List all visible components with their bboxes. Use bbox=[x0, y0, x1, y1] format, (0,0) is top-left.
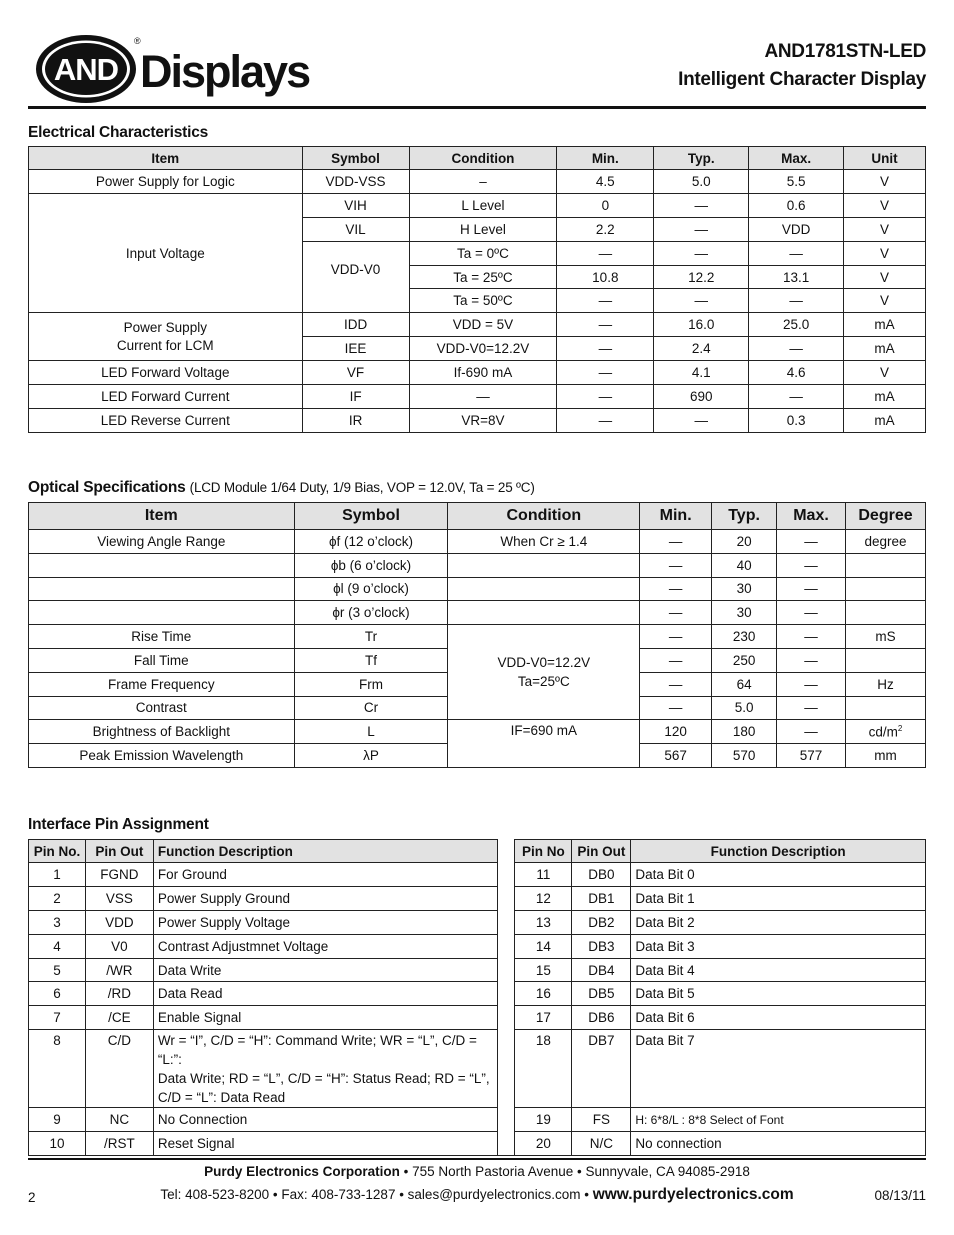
cell-item: Input Voltage bbox=[29, 193, 303, 312]
header-cell: Pin Out bbox=[572, 840, 631, 863]
column-gap bbox=[498, 840, 515, 863]
cell-min: — bbox=[640, 601, 712, 625]
pin-desc bbox=[153, 1030, 498, 1108]
column-gap bbox=[498, 982, 515, 1006]
cell-typ: 250 bbox=[712, 648, 777, 672]
cell-symbol: VIH bbox=[302, 193, 409, 217]
cell-item: LED Forward Voltage bbox=[29, 361, 303, 385]
footer-contact-line bbox=[0, 1186, 954, 1204]
cell-min: — bbox=[557, 361, 654, 385]
footer-rule bbox=[28, 1158, 926, 1160]
unit-superscript: 2 bbox=[897, 724, 903, 734]
cell-symbol: IDD bbox=[302, 313, 409, 337]
cell-condition: Ta = 25ºC bbox=[409, 265, 557, 289]
table-row bbox=[29, 577, 926, 601]
cell-symbol: IEE bbox=[302, 337, 409, 361]
table-header-row bbox=[29, 840, 926, 863]
cell-item bbox=[29, 313, 303, 361]
column-gap bbox=[498, 1132, 515, 1156]
pin-no: 11 bbox=[515, 863, 572, 887]
cell-typ: 5.0 bbox=[654, 170, 749, 194]
cell-typ: 12.2 bbox=[654, 265, 749, 289]
cell-min: — bbox=[557, 408, 654, 432]
condition-line: VDD-V0=12.2V bbox=[497, 655, 591, 671]
unit-text: cd/m bbox=[868, 724, 898, 740]
header-cell: Pin No. bbox=[29, 840, 86, 863]
pin-out: /WR bbox=[85, 958, 153, 982]
pin-desc: For Ground bbox=[153, 863, 498, 887]
header-cell: Pin No bbox=[515, 840, 572, 863]
cell-condition bbox=[448, 625, 640, 720]
optical-subtitle: (LCD Module 1/64 Duty, 1/9 Bias, VOP = 12.0V, Ta = 25 ºC) bbox=[189, 480, 535, 495]
cell-min: 2.2 bbox=[557, 217, 654, 241]
pin-desc: Power Supply Voltage bbox=[153, 910, 498, 934]
cell-max: — bbox=[777, 601, 846, 625]
svg-text:®: ® bbox=[134, 36, 141, 46]
pin-desc: Data Bit 6 bbox=[631, 1006, 926, 1030]
pin-no: 16 bbox=[515, 982, 572, 1006]
product-name: Intelligent Character Display bbox=[678, 69, 926, 90]
header-rule bbox=[28, 106, 926, 109]
pin-out: DB4 bbox=[572, 958, 631, 982]
pin-desc-line: C/D = “L”: Data Read bbox=[157, 1090, 286, 1106]
optical-title-block bbox=[28, 479, 535, 497]
cell-symbol: ϕl (9 o’clock) bbox=[294, 577, 448, 601]
cell-max: — bbox=[749, 385, 844, 409]
cell-unit: V bbox=[844, 361, 926, 385]
cell-condition: — bbox=[409, 385, 557, 409]
pin-no: 15 bbox=[515, 958, 572, 982]
cell-item: Brightness of Backlight bbox=[29, 720, 295, 744]
pin-out: NC bbox=[85, 1108, 153, 1132]
cell-unit: mA bbox=[844, 313, 926, 337]
header-cell: Item bbox=[29, 503, 295, 530]
pin-no: 12 bbox=[515, 886, 572, 910]
table-row bbox=[29, 553, 926, 577]
cell-min: — bbox=[557, 385, 654, 409]
table-row bbox=[29, 886, 926, 910]
cell-condition: VDD-V0=12.2V bbox=[409, 337, 557, 361]
pin-desc: Contrast Adjustmnet Voltage bbox=[153, 934, 498, 958]
pin-no: 18 bbox=[515, 1030, 572, 1108]
table-header-row bbox=[29, 503, 926, 530]
cell-max: — bbox=[777, 553, 846, 577]
cell-unit: mA bbox=[844, 408, 926, 432]
pin-out: /RD bbox=[85, 982, 153, 1006]
logo-badge-text: AND bbox=[53, 52, 119, 87]
header-cell: Min. bbox=[557, 147, 654, 170]
cell-min: — bbox=[640, 577, 712, 601]
cell-symbol: VIL bbox=[302, 217, 409, 241]
cell-unit: V bbox=[844, 170, 926, 194]
pin-no: 13 bbox=[515, 910, 572, 934]
header-cell: Condition bbox=[409, 147, 557, 170]
brand-logo bbox=[34, 32, 334, 106]
cell-typ: 690 bbox=[654, 385, 749, 409]
table-row bbox=[29, 193, 926, 217]
pin-out: DB3 bbox=[572, 934, 631, 958]
pin-no: 10 bbox=[29, 1132, 86, 1156]
table-row bbox=[29, 408, 926, 432]
cell-symbol: VDD-VSS bbox=[302, 170, 409, 194]
cell-item-line: Power Supply bbox=[123, 319, 207, 335]
column-gap bbox=[498, 886, 515, 910]
cell-item: Contrast bbox=[29, 696, 295, 720]
cell-item bbox=[29, 601, 295, 625]
table-row bbox=[29, 530, 926, 554]
electrical-title: Electrical Characteristics bbox=[28, 124, 209, 141]
cell-item bbox=[29, 577, 295, 601]
cell-unit: mm bbox=[845, 744, 925, 768]
cell-condition: Ta = 50ºC bbox=[409, 289, 557, 313]
cell-max: — bbox=[777, 577, 846, 601]
company-name: Purdy Electronics Corporation bbox=[204, 1164, 400, 1179]
table-row bbox=[29, 601, 926, 625]
cell-typ: 570 bbox=[712, 744, 777, 768]
condition-line: Ta=25ºC bbox=[517, 674, 570, 690]
table-row bbox=[29, 982, 926, 1006]
table-row bbox=[29, 863, 926, 887]
cell-item: Viewing Angle Range bbox=[29, 530, 295, 554]
cell-symbol: Cr bbox=[294, 696, 448, 720]
pin-no: 4 bbox=[29, 934, 86, 958]
pin-no: 5 bbox=[29, 958, 86, 982]
pin-out: C/D bbox=[85, 1030, 153, 1108]
cell-min: 567 bbox=[640, 744, 712, 768]
table-row bbox=[29, 910, 926, 934]
cell-symbol: VF bbox=[302, 361, 409, 385]
table-row bbox=[29, 625, 926, 649]
pin-out: DB0 bbox=[572, 863, 631, 887]
pin-desc-line: Data Write; RD = “L”, C/D = “H”: Status Read; RD = “L”, bbox=[157, 1071, 490, 1087]
cell-typ: 20 bbox=[712, 530, 777, 554]
table-row bbox=[29, 361, 926, 385]
header-cell: Degree bbox=[845, 503, 925, 530]
table-row bbox=[29, 720, 926, 744]
cell-condition: Ta = 0ºC bbox=[409, 241, 557, 265]
table-row bbox=[29, 1006, 926, 1030]
header-cell: Function Description bbox=[631, 840, 926, 863]
cell-symbol: λP bbox=[294, 744, 448, 768]
cell-max: 5.5 bbox=[749, 170, 844, 194]
optical-table bbox=[28, 502, 926, 768]
cell-unit bbox=[845, 648, 925, 672]
cell-item bbox=[29, 553, 295, 577]
cell-condition bbox=[448, 601, 640, 625]
cell-symbol: Frm bbox=[294, 672, 448, 696]
pin-out: VSS bbox=[85, 886, 153, 910]
footer-address-line bbox=[0, 1164, 954, 1179]
cell-condition: IF=690 mA bbox=[448, 720, 640, 768]
pin-out: /RST bbox=[85, 1132, 153, 1156]
cell-min: — bbox=[640, 648, 712, 672]
pin-desc-line: Wr = “I”, C/D = “H”: Command Write; WR = “L”, C/D = “L:”: bbox=[157, 1033, 477, 1068]
pin-desc: Enable Signal bbox=[153, 1006, 498, 1030]
cell-min: — bbox=[640, 553, 712, 577]
table-row bbox=[29, 170, 926, 194]
cell-min: 120 bbox=[640, 720, 712, 744]
pin-out: DB1 bbox=[572, 886, 631, 910]
cell-typ: — bbox=[654, 289, 749, 313]
cell-unit: degree bbox=[845, 530, 925, 554]
cell-symbol: ϕb (6 o’clock) bbox=[294, 553, 448, 577]
website-link[interactable]: www.purdyelectronics.com bbox=[592, 1186, 794, 1203]
pin-out: FGND bbox=[85, 863, 153, 887]
pin-desc: No Connection bbox=[153, 1108, 498, 1132]
document-header bbox=[678, 38, 926, 94]
pin-out: V0 bbox=[85, 934, 153, 958]
cell-typ: 180 bbox=[712, 720, 777, 744]
cell-unit: V bbox=[844, 289, 926, 313]
cell-item: Peak Emission Wavelength bbox=[29, 744, 295, 768]
cell-max: 577 bbox=[777, 744, 846, 768]
cell-condition: H Level bbox=[409, 217, 557, 241]
cell-symbol: ϕr (3 o’clock) bbox=[294, 601, 448, 625]
header-cell: Pin Out bbox=[85, 840, 153, 863]
cell-min: 4.5 bbox=[557, 170, 654, 194]
cell-item: Frame Frequency bbox=[29, 672, 295, 696]
pin-desc: Reset Signal bbox=[153, 1132, 498, 1156]
table-row bbox=[29, 313, 926, 337]
electrical-table bbox=[28, 146, 926, 433]
cell-max: — bbox=[777, 672, 846, 696]
cell-typ: — bbox=[654, 241, 749, 265]
header-cell: Function Description bbox=[153, 840, 498, 863]
pin-desc: Data Bit 4 bbox=[631, 958, 926, 982]
cell-unit bbox=[845, 720, 925, 744]
pins-table bbox=[28, 839, 926, 1156]
cell-unit: V bbox=[844, 241, 926, 265]
cell-min: 0 bbox=[557, 193, 654, 217]
cell-typ: 2.4 bbox=[654, 337, 749, 361]
table-row bbox=[29, 385, 926, 409]
cell-max: 0.3 bbox=[749, 408, 844, 432]
pin-no: 14 bbox=[515, 934, 572, 958]
table-row bbox=[29, 1030, 926, 1108]
cell-max: 25.0 bbox=[749, 313, 844, 337]
cell-typ: 64 bbox=[712, 672, 777, 696]
cell-max: — bbox=[777, 625, 846, 649]
cell-symbol: VDD-V0 bbox=[302, 241, 409, 313]
cell-typ: — bbox=[654, 408, 749, 432]
logo-word: Displays bbox=[140, 46, 310, 97]
cell-unit: mA bbox=[844, 385, 926, 409]
cell-max: — bbox=[749, 337, 844, 361]
header-cell: Max. bbox=[777, 503, 846, 530]
pin-no: 9 bbox=[29, 1108, 86, 1132]
pins-title: Interface Pin Assignment bbox=[28, 816, 209, 833]
pin-out: DB6 bbox=[572, 1006, 631, 1030]
pin-no: 7 bbox=[29, 1006, 86, 1030]
cell-condition: When Cr ≥ 1.4 bbox=[448, 530, 640, 554]
header-cell: Item bbox=[29, 147, 303, 170]
header-cell: Typ. bbox=[654, 147, 749, 170]
cell-max: 4.6 bbox=[749, 361, 844, 385]
cell-typ: 5.0 bbox=[712, 696, 777, 720]
column-gap bbox=[498, 1030, 515, 1108]
pin-out: DB2 bbox=[572, 910, 631, 934]
cell-max: — bbox=[749, 289, 844, 313]
pin-out: /CE bbox=[85, 1006, 153, 1030]
column-gap bbox=[498, 863, 515, 887]
pin-desc: No connection bbox=[631, 1132, 926, 1156]
pin-no: 20 bbox=[515, 1132, 572, 1156]
table-row bbox=[29, 934, 926, 958]
pin-no: 1 bbox=[29, 863, 86, 887]
table-row bbox=[29, 1108, 926, 1132]
column-gap bbox=[498, 958, 515, 982]
column-gap bbox=[498, 1006, 515, 1030]
cell-typ: — bbox=[654, 217, 749, 241]
pin-no: 17 bbox=[515, 1006, 572, 1030]
page-number: 2 bbox=[28, 1190, 36, 1205]
cell-max: — bbox=[777, 648, 846, 672]
pin-desc: Data Read bbox=[153, 982, 498, 1006]
cell-condition: VR=8V bbox=[409, 408, 557, 432]
cell-typ: — bbox=[654, 193, 749, 217]
pin-no: 3 bbox=[29, 910, 86, 934]
cell-max: VDD bbox=[749, 217, 844, 241]
cell-condition bbox=[448, 553, 640, 577]
cell-typ: 16.0 bbox=[654, 313, 749, 337]
model-number: AND1781STN-LED bbox=[764, 41, 926, 62]
pin-no: 2 bbox=[29, 886, 86, 910]
pin-no: 8 bbox=[29, 1030, 86, 1108]
cell-typ: 40 bbox=[712, 553, 777, 577]
cell-item: Fall Time bbox=[29, 648, 295, 672]
pin-desc: Data Bit 5 bbox=[631, 982, 926, 1006]
pin-desc: Data Bit 1 bbox=[631, 886, 926, 910]
pin-no: 6 bbox=[29, 982, 86, 1006]
cell-min: — bbox=[640, 696, 712, 720]
column-gap bbox=[498, 1108, 515, 1132]
cell-min: — bbox=[557, 241, 654, 265]
cell-typ: 230 bbox=[712, 625, 777, 649]
cell-unit bbox=[845, 553, 925, 577]
cell-unit: V bbox=[844, 193, 926, 217]
cell-unit: V bbox=[844, 217, 926, 241]
cell-symbol: L bbox=[294, 720, 448, 744]
table-row bbox=[29, 958, 926, 982]
cell-condition bbox=[448, 577, 640, 601]
cell-min: — bbox=[640, 672, 712, 696]
cell-typ: 30 bbox=[712, 577, 777, 601]
cell-min: — bbox=[557, 337, 654, 361]
cell-item-line: Current for LCM bbox=[116, 337, 214, 353]
cell-unit bbox=[845, 577, 925, 601]
cell-item: LED Forward Current bbox=[29, 385, 303, 409]
cell-item: Rise Time bbox=[29, 625, 295, 649]
cell-min: — bbox=[640, 625, 712, 649]
cell-symbol: ϕf (12 o’clock) bbox=[294, 530, 448, 554]
pin-out: N/C bbox=[572, 1132, 631, 1156]
pin-desc: Data Bit 0 bbox=[631, 863, 926, 887]
pin-desc: Data Bit 2 bbox=[631, 910, 926, 934]
cell-condition: VDD = 5V bbox=[409, 313, 557, 337]
cell-max: 0.6 bbox=[749, 193, 844, 217]
optical-title: Optical Specifications bbox=[28, 479, 186, 496]
cell-symbol: IF bbox=[302, 385, 409, 409]
pin-out: FS bbox=[572, 1108, 631, 1132]
cell-min: — bbox=[557, 313, 654, 337]
pin-desc: Data Bit 3 bbox=[631, 934, 926, 958]
header-cell: Symbol bbox=[294, 503, 448, 530]
cell-unit bbox=[845, 601, 925, 625]
pin-out: DB7 bbox=[572, 1030, 631, 1108]
cell-min: — bbox=[557, 289, 654, 313]
cell-symbol: IR bbox=[302, 408, 409, 432]
cell-symbol: Tf bbox=[294, 648, 448, 672]
pin-desc: Data Bit 7 bbox=[631, 1030, 926, 1108]
cell-min: — bbox=[640, 530, 712, 554]
pin-out: DB5 bbox=[572, 982, 631, 1006]
contact-info: Tel: 408-523-8200 • Fax: 408-733-1287 • sales@purdyelectronics.com • bbox=[160, 1187, 593, 1202]
pin-desc: H: 6*8/L : 8*8 Select of Font bbox=[631, 1108, 926, 1132]
cell-unit bbox=[845, 696, 925, 720]
cell-typ: 4.1 bbox=[654, 361, 749, 385]
header-cell: Unit bbox=[844, 147, 926, 170]
column-gap bbox=[498, 934, 515, 958]
column-gap bbox=[498, 910, 515, 934]
cell-condition: L Level bbox=[409, 193, 557, 217]
cell-min: 10.8 bbox=[557, 265, 654, 289]
cell-condition: If-690 mA bbox=[409, 361, 557, 385]
cell-unit: V bbox=[844, 265, 926, 289]
table-header-row bbox=[29, 147, 926, 170]
header-cell: Typ. bbox=[712, 503, 777, 530]
cell-max: — bbox=[777, 696, 846, 720]
header-cell: Condition bbox=[448, 503, 640, 530]
table-row bbox=[29, 1132, 926, 1156]
cell-max: — bbox=[777, 720, 846, 744]
header-cell: Max. bbox=[749, 147, 844, 170]
cell-unit: mS bbox=[845, 625, 925, 649]
cell-max: — bbox=[749, 241, 844, 265]
cell-unit: Hz bbox=[845, 672, 925, 696]
cell-max: — bbox=[777, 530, 846, 554]
pin-desc: Power Supply Ground bbox=[153, 886, 498, 910]
cell-max: 13.1 bbox=[749, 265, 844, 289]
cell-condition: – bbox=[409, 170, 557, 194]
header-cell: Min. bbox=[640, 503, 712, 530]
cell-unit: mA bbox=[844, 337, 926, 361]
cell-item: Power Supply for Logic bbox=[29, 170, 303, 194]
cell-typ: 30 bbox=[712, 601, 777, 625]
pin-desc: Data Write bbox=[153, 958, 498, 982]
cell-symbol: Tr bbox=[294, 625, 448, 649]
header-cell: Symbol bbox=[302, 147, 409, 170]
company-address: • 755 North Pastoria Avenue • Sunnyvale, CA 94085-2918 bbox=[399, 1164, 750, 1179]
pin-out: VDD bbox=[85, 910, 153, 934]
revision-date: 08/13/11 bbox=[874, 1188, 926, 1203]
pin-no: 19 bbox=[515, 1108, 572, 1132]
cell-item: LED Reverse Current bbox=[29, 408, 303, 432]
